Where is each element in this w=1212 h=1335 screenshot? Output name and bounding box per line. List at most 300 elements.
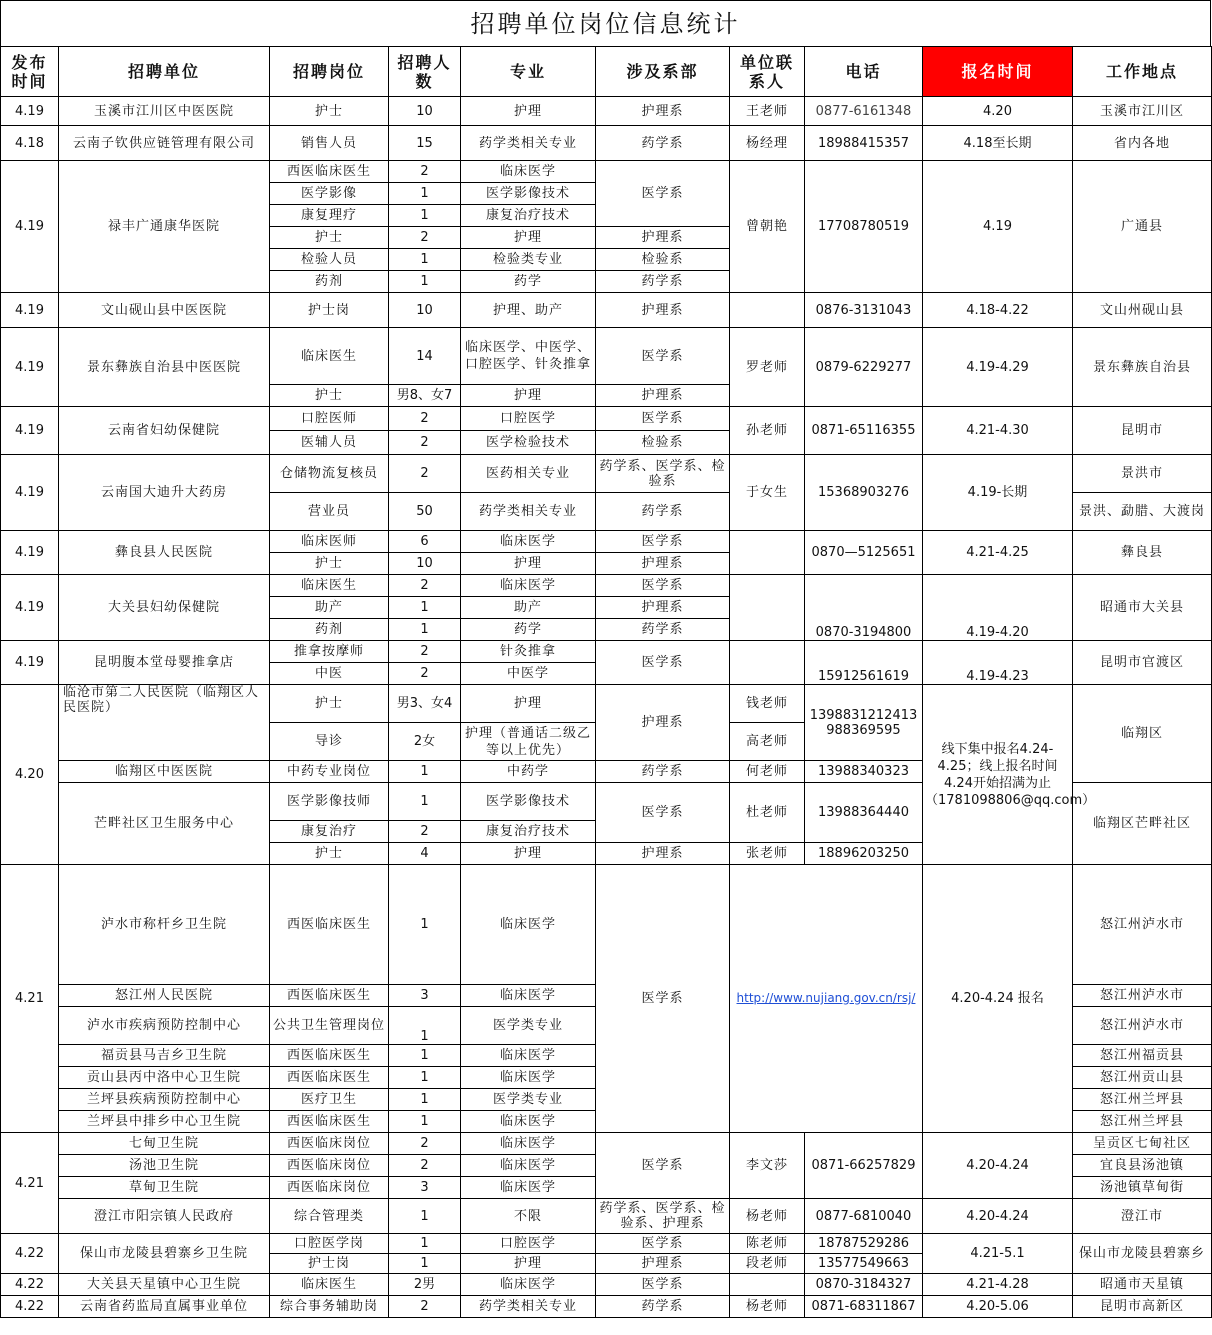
contact-cell bbox=[730, 293, 805, 328]
table-row bbox=[1, 1274, 1212, 1296]
count-cell: 1 bbox=[389, 1254, 461, 1274]
place-cell: 景洪、勐腊、大渡岗 bbox=[1073, 493, 1212, 531]
dept-cell: 护理系 bbox=[596, 97, 730, 126]
count-cell: 男8、女7 bbox=[389, 385, 461, 407]
dept-cell: 医学系 bbox=[596, 1234, 730, 1254]
major-cell: 临床医学 bbox=[461, 1274, 596, 1296]
count-cell: 2 bbox=[389, 663, 461, 685]
unit-cell: 兰坪县疾病预防控制中心 bbox=[59, 1089, 270, 1111]
unit-cell: 临翔区中医医院 bbox=[59, 761, 270, 783]
unit-cell: 兰坪县中排乡中心卫生院 bbox=[59, 1111, 270, 1133]
major-cell: 临床医学 bbox=[461, 1111, 596, 1133]
unit-cell: 贡山县丙中洛中心卫生院 bbox=[59, 1067, 270, 1089]
header-cell: 专业 bbox=[461, 47, 596, 97]
table-row bbox=[1, 641, 1212, 663]
apply-time-cell: 4.21-5.1 bbox=[923, 1234, 1073, 1274]
date-cell: 4.21 bbox=[1, 1133, 59, 1234]
place-cell: 文山州砚山县 bbox=[1073, 293, 1212, 328]
count-cell: 1 bbox=[389, 205, 461, 227]
major-cell: 药学类相关专业 bbox=[461, 126, 596, 161]
place-cell: 怒江州泸水市 bbox=[1073, 1007, 1212, 1045]
table-row bbox=[1, 97, 1212, 126]
apply-time-cell: 4.20-4.24 bbox=[923, 1133, 1073, 1199]
post-cell: 检验人员 bbox=[270, 249, 389, 271]
contact-cell: 王老师 bbox=[730, 97, 805, 126]
place-cell: 宜良县汤池镇 bbox=[1073, 1155, 1212, 1177]
phone-cell: 15368903276 bbox=[805, 455, 923, 531]
dept-cell: 药学系 bbox=[596, 619, 730, 641]
phone-cell: 13988340323 bbox=[805, 761, 923, 783]
phone-cell: 13988364440 bbox=[805, 783, 923, 843]
table-row bbox=[1, 1199, 1212, 1234]
place-cell: 临翔区芒畔社区 bbox=[1073, 783, 1212, 865]
contact-cell: 杨经理 bbox=[730, 126, 805, 161]
unit-cell: 云南子钦供应链管理有限公司 bbox=[59, 126, 270, 161]
contact-cell: 杨老师 bbox=[730, 1199, 805, 1234]
contact-cell: 李文莎 bbox=[730, 1133, 805, 1199]
header-cell: 涉及系部 bbox=[596, 47, 730, 97]
phone-cell: 0870—5125651 bbox=[805, 531, 923, 575]
major-cell: 助产 bbox=[461, 597, 596, 619]
apply-time-cell: 线下集中报名4.24-4.25；线上报名时间4.24开始招满为止（1781098806@qq.com） bbox=[923, 685, 1073, 865]
major-cell: 针灸推拿 bbox=[461, 641, 596, 663]
unit-cell: 保山市龙陵县碧寨乡卫生院 bbox=[59, 1234, 270, 1274]
place-cell: 怒江州泸水市 bbox=[1073, 865, 1212, 985]
contact-cell: 曾朝艳 bbox=[730, 161, 805, 293]
count-cell: 3 bbox=[389, 985, 461, 1007]
unit-cell: 玉溪市江川区中医医院 bbox=[59, 97, 270, 126]
post-cell: 口腔医学岗 bbox=[270, 1234, 389, 1254]
date-cell: 4.19 bbox=[1, 641, 59, 685]
count-cell: 1 bbox=[389, 271, 461, 293]
post-cell: 医学影像技师 bbox=[270, 783, 389, 821]
post-cell: 临床医生 bbox=[270, 575, 389, 597]
post-cell: 口腔医师 bbox=[270, 407, 389, 431]
post-cell: 西医临床医生 bbox=[270, 1045, 389, 1067]
unit-cell: 云南省药监局直属事业单位 bbox=[59, 1296, 270, 1318]
post-cell: 中医 bbox=[270, 663, 389, 685]
table-row bbox=[1, 1296, 1212, 1318]
date-cell: 4.19 bbox=[1, 531, 59, 575]
date-cell: 4.19 bbox=[1, 97, 59, 126]
major-cell: 口腔医学 bbox=[461, 407, 596, 431]
major-cell: 护理 bbox=[461, 97, 596, 126]
count-cell: 4 bbox=[389, 843, 461, 865]
post-cell: 综合事务辅助岗 bbox=[270, 1296, 389, 1318]
major-cell: 药学 bbox=[461, 619, 596, 641]
post-cell: 临床医生 bbox=[270, 328, 389, 385]
dept-cell: 检验系 bbox=[596, 249, 730, 271]
count-cell: 1 bbox=[389, 619, 461, 641]
apply-time-cell: 4.18至长期 bbox=[923, 126, 1073, 161]
table-row bbox=[1, 531, 1212, 553]
post-cell: 护士岗 bbox=[270, 293, 389, 328]
post-cell: 公共卫生管理岗位 bbox=[270, 1007, 389, 1045]
phone-cell: 0870-3184327 bbox=[805, 1274, 923, 1296]
major-cell: 临床医学 bbox=[461, 575, 596, 597]
major-cell: 临床医学 bbox=[461, 531, 596, 553]
count-cell: 6 bbox=[389, 531, 461, 553]
apply-time-cell: 4.19-长期 bbox=[923, 455, 1073, 531]
post-cell: 助产 bbox=[270, 597, 389, 619]
count-cell: 2 bbox=[389, 1155, 461, 1177]
apply-time-cell: 4.21-4.28 bbox=[923, 1274, 1073, 1296]
count-cell: 2 bbox=[389, 575, 461, 597]
count-cell: 2 bbox=[389, 1133, 461, 1155]
dept-cell: 医学系 bbox=[596, 407, 730, 431]
date-cell: 4.19 bbox=[1, 328, 59, 407]
major-cell: 药学类相关专业 bbox=[461, 1296, 596, 1318]
unit-cell: 云南国大迪升大药房 bbox=[59, 455, 270, 531]
table-row bbox=[1, 685, 1212, 723]
unit-cell: 澄江市阳宗镇人民政府 bbox=[59, 1199, 270, 1234]
place-cell: 汤池镇草甸街 bbox=[1073, 1177, 1212, 1199]
count-cell: 1 bbox=[389, 1045, 461, 1067]
count-cell: 2 bbox=[389, 407, 461, 431]
post-cell: 护士 bbox=[270, 227, 389, 249]
count-cell: 14 bbox=[389, 328, 461, 385]
major-cell: 临床医学 bbox=[461, 1045, 596, 1067]
place-cell: 昆明市高新区 bbox=[1073, 1296, 1212, 1318]
major-cell: 医学类专业 bbox=[461, 1089, 596, 1111]
place-cell: 昭通市天星镇 bbox=[1073, 1274, 1212, 1296]
place-cell: 怒江州兰坪县 bbox=[1073, 1111, 1212, 1133]
contact-cell bbox=[730, 531, 805, 575]
major-cell: 口腔医学 bbox=[461, 1234, 596, 1254]
dept-cell: 医学系 bbox=[596, 1274, 730, 1296]
place-cell: 昆明市 bbox=[1073, 407, 1212, 455]
major-cell: 临床医学 bbox=[461, 1177, 596, 1199]
phone-cell: 17708780519 bbox=[805, 161, 923, 293]
contact-cell: 何老师 bbox=[730, 761, 805, 783]
count-cell: 男3、女4 bbox=[389, 685, 461, 723]
post-cell: 西医临床医生 bbox=[270, 865, 389, 985]
major-cell: 护理 bbox=[461, 685, 596, 723]
post-cell: 康复理疗 bbox=[270, 205, 389, 227]
header-cell-highlight: 报名时间 bbox=[923, 47, 1073, 97]
major-cell: 医学类专业 bbox=[461, 1007, 596, 1045]
major-cell: 护理 bbox=[461, 1254, 596, 1274]
major-cell: 护理 bbox=[461, 385, 596, 407]
header-row bbox=[1, 47, 1212, 97]
major-cell: 中药学 bbox=[461, 761, 596, 783]
place-cell: 呈贡区七甸社区 bbox=[1073, 1133, 1212, 1155]
post-cell: 医疗卫生 bbox=[270, 1089, 389, 1111]
dept-cell: 药学系 bbox=[596, 761, 730, 783]
contact-cell: 孙老师 bbox=[730, 407, 805, 455]
phone-cell: 0871-65116355 bbox=[805, 407, 923, 455]
date-cell: 4.19 bbox=[1, 293, 59, 328]
count-cell: 10 bbox=[389, 553, 461, 575]
apply-time-cell: 4.20-5.06 bbox=[923, 1296, 1073, 1318]
phone-cell: 0870-3194800 bbox=[805, 575, 923, 641]
contact-cell bbox=[730, 575, 805, 641]
major-cell: 临床医学、中医学、口腔医学、针灸推拿 bbox=[461, 328, 596, 385]
contact-cell: 高老师 bbox=[730, 723, 805, 761]
unit-cell: 福贡县马吉乡卫生院 bbox=[59, 1045, 270, 1067]
place-cell: 昭通市大关县 bbox=[1073, 575, 1212, 641]
place-cell: 昆明市官渡区 bbox=[1073, 641, 1212, 685]
post-cell: 导诊 bbox=[270, 723, 389, 761]
contact-cell: 杨老师 bbox=[730, 1296, 805, 1318]
recruitment-table bbox=[0, 46, 1212, 1318]
major-cell: 临床医学 bbox=[461, 1155, 596, 1177]
count-cell: 1 bbox=[389, 1111, 461, 1133]
dept-cell: 护理系 bbox=[596, 597, 730, 619]
count-cell: 1 bbox=[389, 1067, 461, 1089]
table-row bbox=[1, 328, 1212, 385]
header-cell: 招聘人数 bbox=[389, 47, 461, 97]
major-cell: 中医学 bbox=[461, 663, 596, 685]
apply-time-cell: 4.20 bbox=[923, 97, 1073, 126]
date-cell: 4.18 bbox=[1, 126, 59, 161]
major-cell: 医学检验技术 bbox=[461, 431, 596, 455]
phone-cell: 18896203250 bbox=[805, 843, 923, 865]
count-cell: 1 bbox=[389, 1007, 461, 1045]
post-cell: 药剂 bbox=[270, 619, 389, 641]
contact-cell: 于女生 bbox=[730, 455, 805, 531]
post-cell: 护士 bbox=[270, 385, 389, 407]
count-cell: 1 bbox=[389, 1199, 461, 1234]
unit-cell: 泸水市疾病预防控制中心 bbox=[59, 1007, 270, 1045]
table-row bbox=[1, 455, 1212, 493]
major-cell: 护理 bbox=[461, 553, 596, 575]
dept-cell: 药学系 bbox=[596, 1296, 730, 1318]
header-cell: 电话 bbox=[805, 47, 923, 97]
dept-cell: 医学系 bbox=[596, 531, 730, 553]
place-cell: 临翔区 bbox=[1073, 685, 1212, 783]
dept-cell: 药学系、医学系、检验系、护理系 bbox=[596, 1199, 730, 1234]
post-cell: 护士 bbox=[270, 97, 389, 126]
phone-cell: 0877-6810040 bbox=[805, 1199, 923, 1234]
post-cell: 销售人员 bbox=[270, 126, 389, 161]
contact-cell: 陈老师 bbox=[730, 1234, 805, 1254]
header-cell: 工作地点 bbox=[1073, 47, 1212, 97]
count-cell: 1 bbox=[389, 761, 461, 783]
count-cell: 2 bbox=[389, 1296, 461, 1318]
dept-cell: 护理系 bbox=[596, 1254, 730, 1274]
header-cell: 单位联系人 bbox=[730, 47, 805, 97]
dept-cell: 护理系 bbox=[596, 293, 730, 328]
post-cell: 药剂 bbox=[270, 271, 389, 293]
table-row bbox=[1, 1133, 1212, 1155]
count-cell: 2女 bbox=[389, 723, 461, 761]
post-cell: 康复治疗 bbox=[270, 821, 389, 843]
apply-time-cell: 4.21-4.25 bbox=[923, 531, 1073, 575]
unit-cell: 大关县妇幼保健院 bbox=[59, 575, 270, 641]
count-cell: 15 bbox=[389, 126, 461, 161]
post-cell: 医辅人员 bbox=[270, 431, 389, 455]
dept-cell: 医学系 bbox=[596, 641, 730, 685]
count-cell: 1 bbox=[389, 249, 461, 271]
post-cell: 营业员 bbox=[270, 493, 389, 531]
post-cell: 中药专业岗位 bbox=[270, 761, 389, 783]
dept-cell: 药学系 bbox=[596, 493, 730, 531]
phone-cell: 0871-66257829 bbox=[805, 1133, 923, 1199]
post-cell: 护士 bbox=[270, 553, 389, 575]
unit-cell: 禄丰广通康华医院 bbox=[59, 161, 270, 293]
apply-time-cell: 4.20-4.24 bbox=[923, 1199, 1073, 1234]
count-cell: 1 bbox=[389, 783, 461, 821]
table-row bbox=[1, 126, 1212, 161]
contact-cell: 杜老师 bbox=[730, 783, 805, 843]
count-cell: 2 bbox=[389, 431, 461, 455]
place-cell: 怒江州贡山县 bbox=[1073, 1067, 1212, 1089]
place-cell: 怒江州兰坪县 bbox=[1073, 1089, 1212, 1111]
apply-time-cell: 4.19-4.23 bbox=[923, 641, 1073, 685]
major-cell: 医学影像技术 bbox=[461, 183, 596, 205]
major-cell: 康复治疗技术 bbox=[461, 821, 596, 843]
major-cell: 临床医学 bbox=[461, 1133, 596, 1155]
major-cell: 临床医学 bbox=[461, 985, 596, 1007]
unit-cell: 云南省妇幼保健院 bbox=[59, 407, 270, 455]
phone-cell: 0879-6229277 bbox=[805, 328, 923, 407]
apply-time-cell: 4.19-4.20 bbox=[923, 575, 1073, 641]
table-row bbox=[1, 1234, 1212, 1254]
unit-cell: 景东彝族自治县中医医院 bbox=[59, 328, 270, 407]
count-cell: 10 bbox=[389, 97, 461, 126]
place-cell: 怒江州泸水市 bbox=[1073, 985, 1212, 1007]
count-cell: 3 bbox=[389, 1177, 461, 1199]
page-title: 招聘单位岗位信息统计 bbox=[0, 0, 1211, 46]
date-cell: 4.19 bbox=[1, 161, 59, 293]
post-cell: 医学影像 bbox=[270, 183, 389, 205]
major-cell: 康复治疗技术 bbox=[461, 205, 596, 227]
date-cell: 4.19 bbox=[1, 455, 59, 531]
count-cell: 1 bbox=[389, 865, 461, 985]
dept-cell: 药学系 bbox=[596, 271, 730, 293]
post-cell: 推拿按摩师 bbox=[270, 641, 389, 663]
major-cell: 护理 bbox=[461, 843, 596, 865]
website-cell bbox=[730, 865, 923, 1133]
count-cell: 10 bbox=[389, 293, 461, 328]
dept-cell: 医学系 bbox=[596, 1133, 730, 1199]
unit-cell: 昆明腹本堂母婴推拿店 bbox=[59, 641, 270, 685]
phone-cell: 0877-6161348 bbox=[805, 97, 923, 126]
table-row bbox=[1, 293, 1212, 328]
place-cell: 省内各地 bbox=[1073, 126, 1212, 161]
table-row bbox=[1, 407, 1212, 431]
post-cell: 护士 bbox=[270, 843, 389, 865]
table-row bbox=[1, 161, 1212, 183]
place-cell: 彝良县 bbox=[1073, 531, 1212, 575]
unit-cell: 芒畔社区卫生服务中心 bbox=[59, 783, 270, 865]
post-cell: 西医临床岗位 bbox=[270, 1155, 389, 1177]
major-cell: 药学 bbox=[461, 271, 596, 293]
date-cell: 4.20 bbox=[1, 685, 59, 865]
phone-cell: 15912561619 bbox=[805, 641, 923, 685]
unit-cell: 泸水市称杆乡卫生院 bbox=[59, 865, 270, 985]
major-cell: 临床医学 bbox=[461, 865, 596, 985]
major-cell: 护理（普通话二级乙等以上优先） bbox=[461, 723, 596, 761]
count-cell: 2 bbox=[389, 455, 461, 493]
post-cell: 仓储物流复核员 bbox=[270, 455, 389, 493]
date-cell: 4.22 bbox=[1, 1296, 59, 1318]
unit-cell: 草甸卫生院 bbox=[59, 1177, 270, 1199]
header-cell: 招聘单位 bbox=[59, 47, 270, 97]
major-cell: 护理 bbox=[461, 227, 596, 249]
dept-cell: 医学系 bbox=[596, 783, 730, 843]
dept-cell: 护理系 bbox=[596, 227, 730, 249]
count-cell: 1 bbox=[389, 183, 461, 205]
apply-time-cell: 4.19 bbox=[923, 161, 1073, 293]
count-cell: 1 bbox=[389, 1234, 461, 1254]
post-cell: 临床医生 bbox=[270, 1274, 389, 1296]
count-cell: 50 bbox=[389, 493, 461, 531]
dept-cell: 医学系 bbox=[596, 328, 730, 385]
dept-cell: 护理系 bbox=[596, 553, 730, 575]
table-row bbox=[1, 575, 1212, 597]
count-cell: 2 bbox=[389, 227, 461, 249]
date-cell: 4.22 bbox=[1, 1234, 59, 1274]
post-cell: 西医临床医生 bbox=[270, 1111, 389, 1133]
place-cell: 广通县 bbox=[1073, 161, 1212, 293]
dept-cell: 药学系、医学系、检验系 bbox=[596, 455, 730, 493]
count-cell: 1 bbox=[389, 597, 461, 619]
count-cell: 2 bbox=[389, 161, 461, 183]
dept-cell: 医学系 bbox=[596, 575, 730, 597]
post-cell: 西医临床岗位 bbox=[270, 1177, 389, 1199]
apply-time-cell: 4.21-4.30 bbox=[923, 407, 1073, 455]
place-cell: 保山市龙陵县碧寨乡 bbox=[1073, 1234, 1212, 1274]
count-cell: 2 bbox=[389, 641, 461, 663]
place-cell: 怒江州福贡县 bbox=[1073, 1045, 1212, 1067]
dept-cell: 药学系 bbox=[596, 126, 730, 161]
major-cell: 临床医学 bbox=[461, 1067, 596, 1089]
phone-cell: 0871-68311867 bbox=[805, 1296, 923, 1318]
dept-cell: 护理系 bbox=[596, 685, 730, 761]
unit-cell: 怒江州人民医院 bbox=[59, 985, 270, 1007]
header-cell: 发布时间 bbox=[1, 47, 59, 97]
contact-cell bbox=[730, 1274, 805, 1296]
post-cell: 护士岗 bbox=[270, 1254, 389, 1274]
phone-cell: 13577549663 bbox=[805, 1254, 923, 1274]
count-cell: 2 bbox=[389, 821, 461, 843]
date-cell: 4.21 bbox=[1, 865, 59, 1133]
place-cell: 澄江市 bbox=[1073, 1199, 1212, 1234]
post-cell: 西医临床岗位 bbox=[270, 1133, 389, 1155]
website-link[interactable]: http://www.nujiang.gov.cn/rsj/ bbox=[736, 991, 916, 1005]
dept-cell: 医学系 bbox=[596, 865, 730, 1133]
apply-time-cell: 4.18-4.22 bbox=[923, 293, 1073, 328]
apply-time-cell: 4.19-4.29 bbox=[923, 328, 1073, 407]
post-cell: 临床医师 bbox=[270, 531, 389, 553]
dept-cell: 检验系 bbox=[596, 431, 730, 455]
post-cell: 护士 bbox=[270, 685, 389, 723]
major-cell: 临床医学 bbox=[461, 161, 596, 183]
phone-cell: 0876-3131043 bbox=[805, 293, 923, 328]
contact-cell: 张老师 bbox=[730, 843, 805, 865]
dept-cell: 护理系 bbox=[596, 843, 730, 865]
contact-cell: 段老师 bbox=[730, 1254, 805, 1274]
major-cell: 护理、助产 bbox=[461, 293, 596, 328]
unit-cell: 七甸卫生院 bbox=[59, 1133, 270, 1155]
phone-cell: 18988415357 bbox=[805, 126, 923, 161]
contact-cell: 罗老师 bbox=[730, 328, 805, 407]
place-cell: 玉溪市江川区 bbox=[1073, 97, 1212, 126]
unit-cell: 临沧市第二人民医院（临翔区人民医院） bbox=[59, 685, 270, 761]
major-cell: 不限 bbox=[461, 1199, 596, 1234]
unit-cell: 大关县天星镇中心卫生院 bbox=[59, 1274, 270, 1296]
table-row bbox=[1, 865, 1212, 985]
major-cell: 检验类专业 bbox=[461, 249, 596, 271]
post-cell: 综合管理类 bbox=[270, 1199, 389, 1234]
dept-cell: 医学系 bbox=[596, 161, 730, 227]
phone-cell: 1398831212413988369595 bbox=[805, 685, 923, 761]
count-cell: 1 bbox=[389, 1089, 461, 1111]
contact-cell: 钱老师 bbox=[730, 685, 805, 723]
date-cell: 4.22 bbox=[1, 1274, 59, 1296]
